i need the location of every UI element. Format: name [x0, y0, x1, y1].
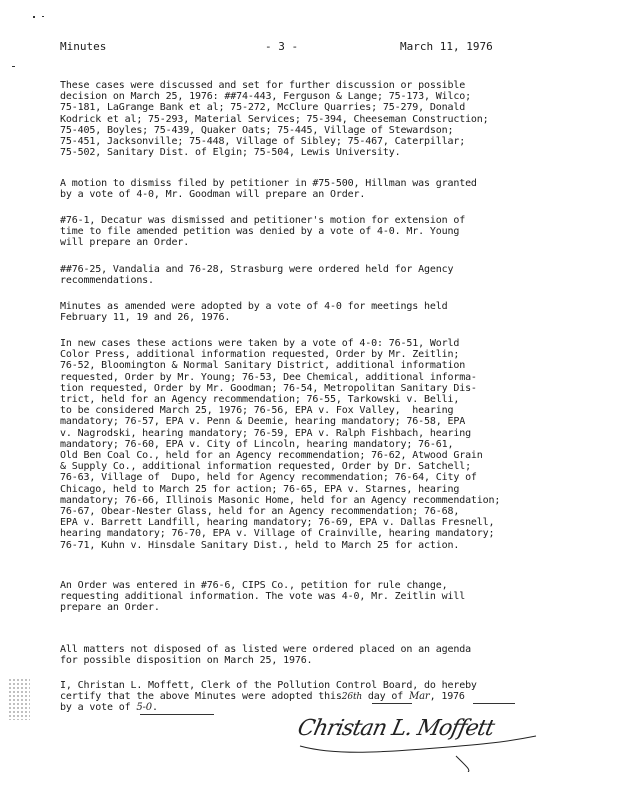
- margin-stamp: [8, 678, 30, 720]
- certification-text: day of: [362, 691, 410, 702]
- paragraph-dismissal-75-500: A motion to dismiss filed by petitioner in #75-500, Hillman was granted by a vote of 4-0, Mr. Goodman will prepare an Order.: [60, 178, 477, 201]
- certification-line-1: I, Christan L. Moffett, Clerk of the Pollution Control Board, do hereby: [60, 680, 477, 691]
- signature-stroke: [296, 712, 546, 772]
- header-title: Minutes: [60, 40, 107, 53]
- scan-speck: [12, 66, 15, 67]
- scan-speck: [42, 16, 44, 17]
- handwritten-month: Mar: [409, 691, 430, 702]
- paragraph-order-76-6: An Order was entered in #76-6, CIPS Co., petition for rule change, requesting additional information. The vote was 4-0, Mr. Zeitlin will prepare an Order.: [60, 580, 466, 614]
- paragraph-minutes-adopted: Minutes as amended were adopted by a vote of 4-0 for meetings held February 11, 19 and 26, 1976.: [60, 301, 448, 324]
- clerk-signature: Christan L. Moffett: [295, 716, 496, 741]
- certification-text: .: [151, 702, 158, 713]
- scan-speck: [33, 16, 35, 18]
- certification-text: by a vote of: [60, 702, 137, 713]
- paragraph-new-cases: In new cases these actions were taken by a vote of 4-0: 76-51, World Color Press, additional information requested, Order by Mr. Zeitlin; 76-52, Bloomington & Normal Sanitary District, additional information requested, Order by Mr. Young; 76-53, Dee Chemical, additional informa- tion requested, Order by Mr. Goodman; 76-54, Metropolitan Sanitary Dis- trict, held for an Agency recommendation; 76-55, Tarkowski v. Belli, to be considered March 25, 1976; 76-56, EPA v. Fox Valley, hearing mandatory; 76-57, EPA v. Penn & Deemie, hearing mandatory; 76-58, EPA v. Nagrodski, hearing mandatory; 76-59, EPA v. Ralph Fishbach, hearing mandatory; 76-60, EPA v. City of Lincoln, hearing mandatory; 76-61, Old Ben Coal Co., held for an Agency recommendation; 76-62, Atwood Grain & Supply Co., additional information requested, Order by Dr. Satchell; 76-63, Village of Dupo, held for Agency recommendation; 76-64, City of Chicago, held to March 25 for action; 76-65, EPA v. Starnes, hearing mandatory; 76-66, Illinois Masonic Home, held for an Agency recommendation; 76-67, Obear-Nester Glass, held for an Agency recommendation; 76-68, EPA v. Barrett Landfill, hearing mandatory; 76-69, EPA v. Dallas Fresnell, hearing mandatory; 76-70, EPA v. Village of Crainville, hearing mandatory; 76-71, Kuhn v. Hinsdale Sanitary Dist., held to March 25 for action.: [60, 338, 501, 551]
- paragraph-held-for-agency: ##76-25, Vandalia and 76-28, Strasburg were ordered held for Agency recommendations.: [60, 264, 454, 287]
- handwritten-day: 26th: [341, 692, 363, 702]
- paragraph-continued-cases: These cases were discussed and set for further discussion or possible decision on March 25, 1976: ##74-443, Ferguson & Lange; 75-173, Wilco; 75-181, LaGrange Bank et al; 75-272, McClure Quarries; 75-279, Donald Kodrick et al; 75-293, Material Services; 75-394, Cheeseman Construction; 75-405, Boyles; 75-439, Quaker Oats; 75-445, Village of Stewardson; 75-451, Jacksonville; 75-448, Village of Sibley; 75-467, Caterpillar; 75-502, Sanitary Dist. of Elgin; 75-504, Lewis University.: [60, 80, 489, 159]
- paragraph-agenda: All matters not disposed of as listed were ordered placed on an agenda for possible disposition on March 25, 1976.: [60, 644, 471, 667]
- month-underline: [473, 703, 515, 704]
- handwritten-vote: 5-0: [136, 702, 152, 713]
- vote-underline: [140, 714, 214, 715]
- day-underline: [372, 703, 412, 704]
- page-number: - 3 -: [265, 40, 299, 53]
- paragraph-decatur-76-1: #76-1, Decatur was dismissed and petitioner's motion for extension of time to file amended petition was denied by a vote of 4-0. Mr. Young will prepare an Order.: [60, 215, 466, 249]
- certification-text: certify that the above Minutes were adopted this: [60, 691, 342, 702]
- certification-text: , 1976: [429, 691, 465, 702]
- header-date: March 11, 1976: [400, 40, 493, 53]
- page-header: [60, 40, 560, 56]
